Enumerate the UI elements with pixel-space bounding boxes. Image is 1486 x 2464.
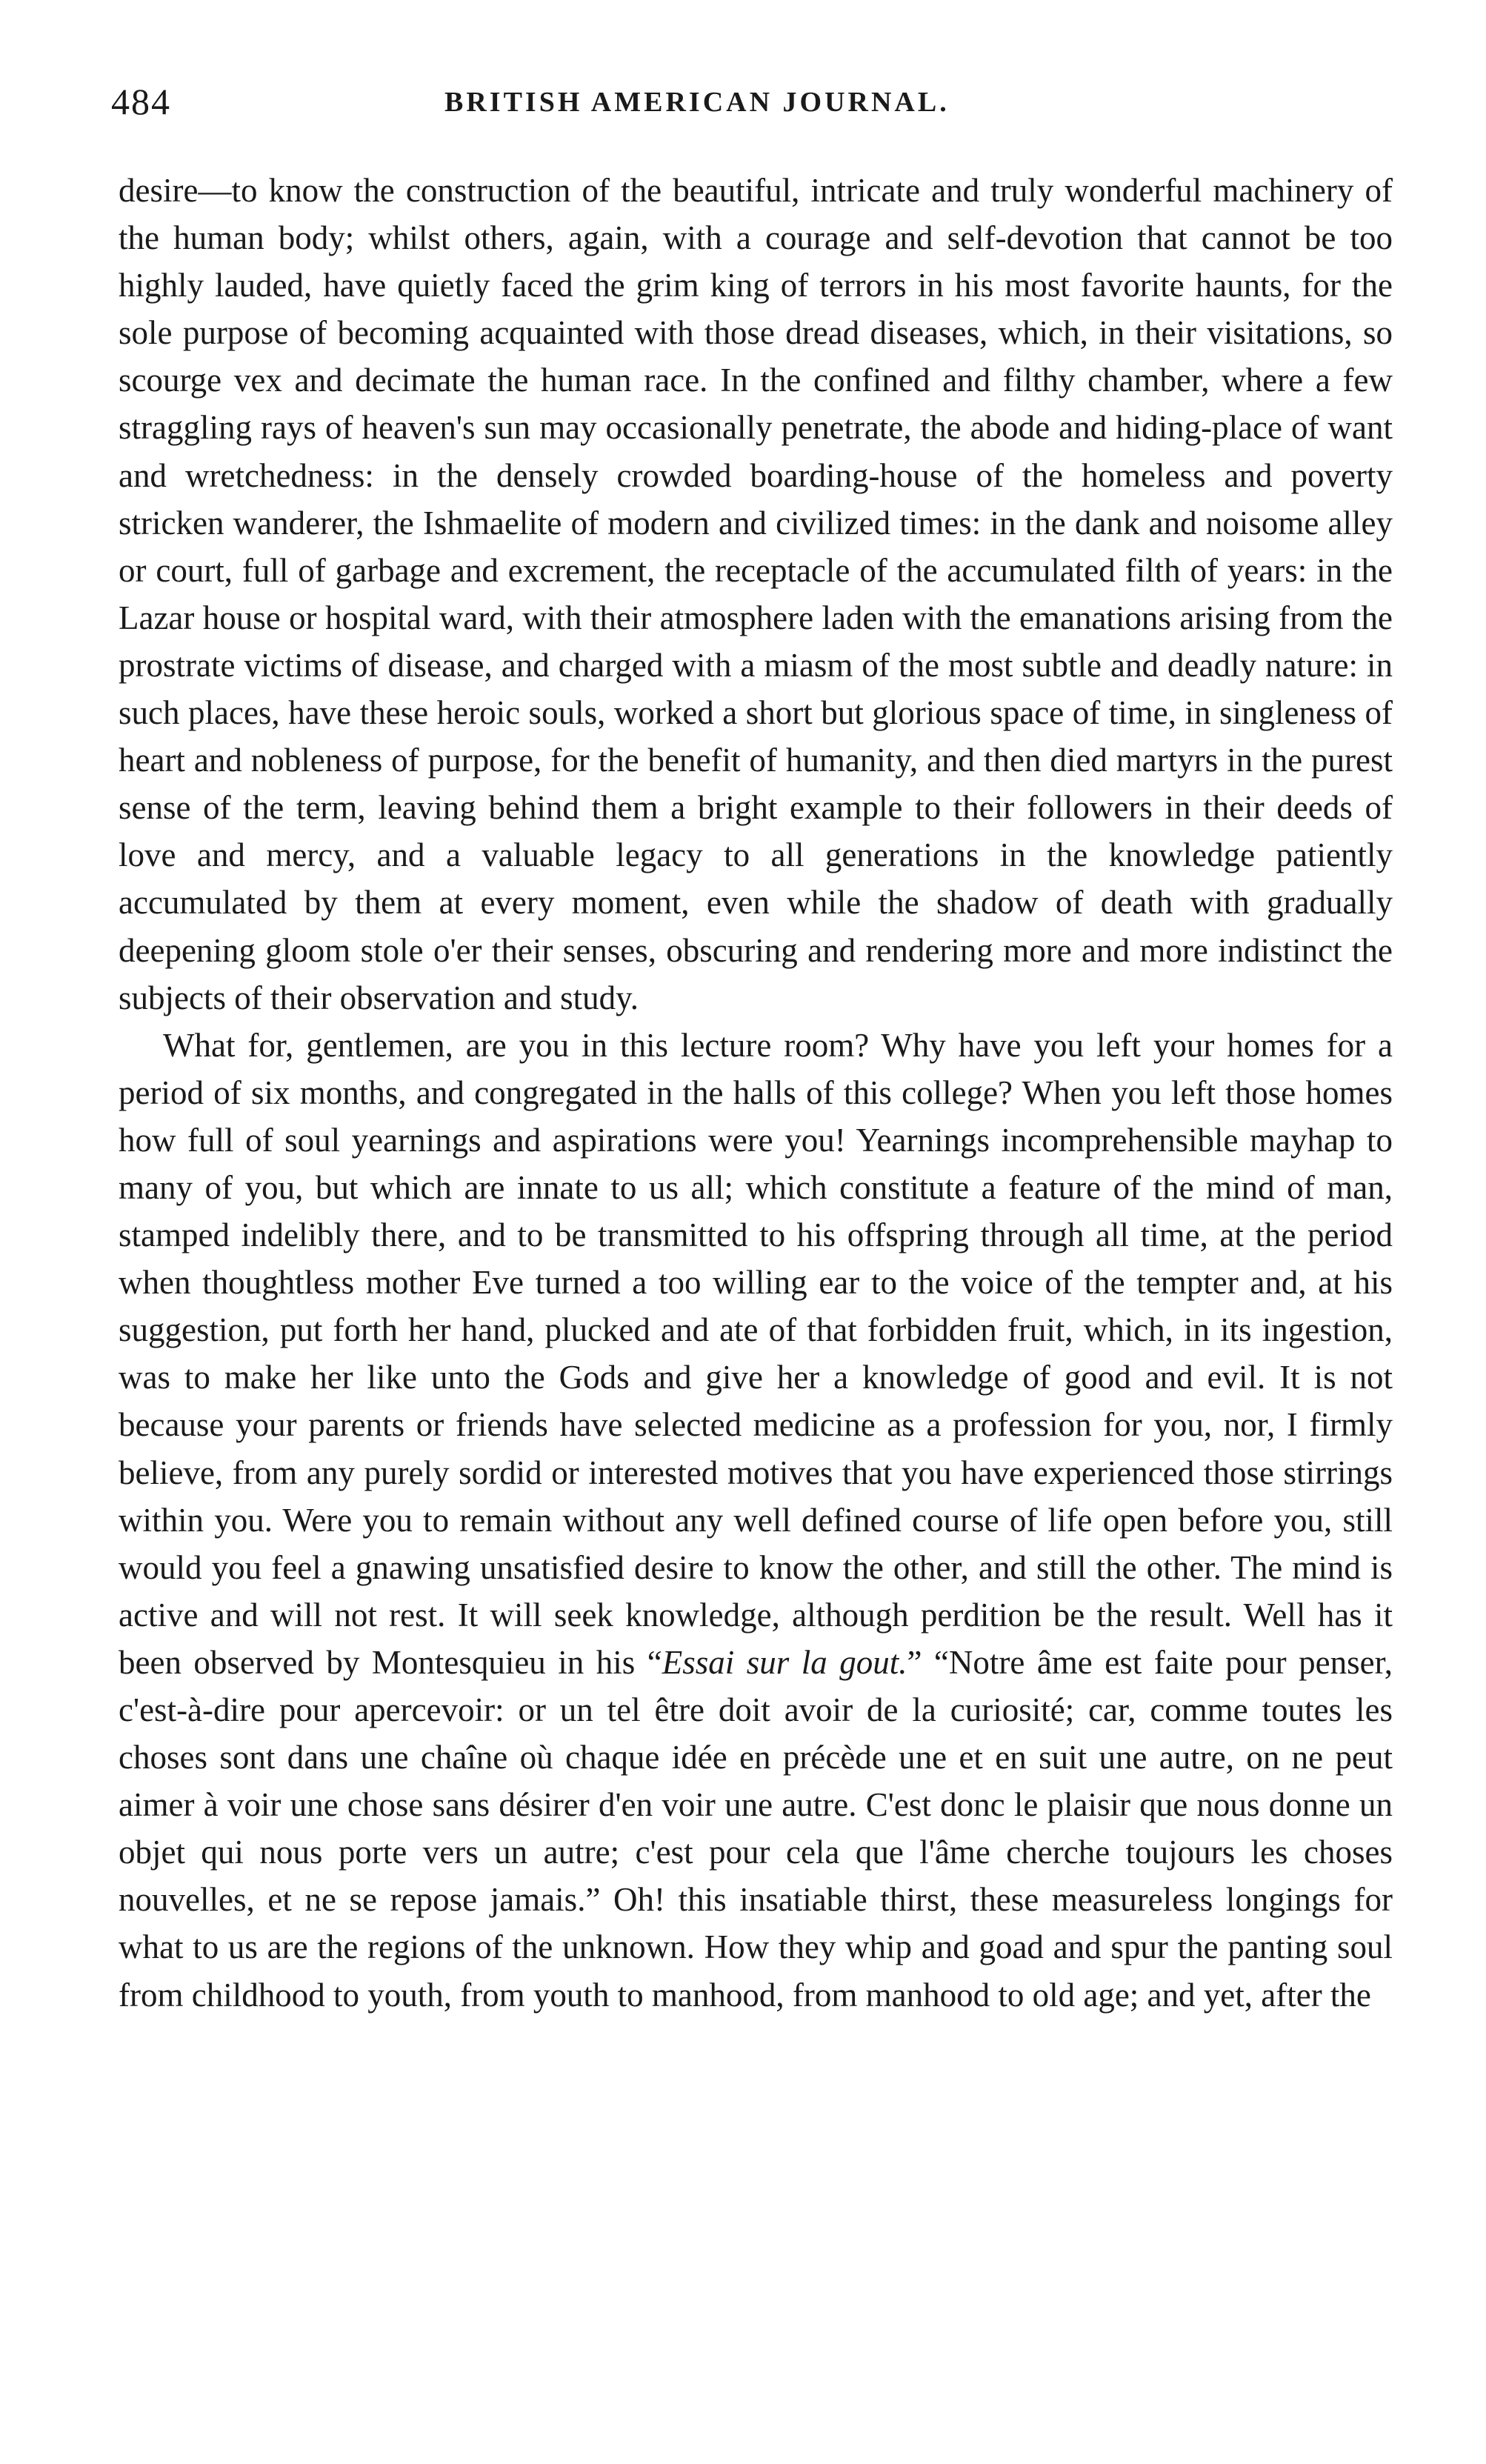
running-title: BRITISH AMERICAN JOURNAL. [444,87,950,118]
page-number: 484 [111,81,171,122]
paragraph [119,1022,1393,2019]
article-body [119,167,1393,2019]
book-title: Essai sur la gout. [662,1643,907,1681]
page-header [111,80,1393,132]
paragraph-text: ” “Notre âme est faite pour penser, c'est-à-dire pour apercevoir: or un tel être doit avoir de la curiosité; car, comme toutes les choses sont dans une chaîne où chaque idée en précède une et en suit une autre, on ne peut aimer à voir une chose sans désirer d'en voir une autre. C'est donc le plaisir que nous donne un objet qui nous porte vers un autre; c'est pour cela que l'âme cherche toujours les choses nouvelles, et ne se repose jamais.” Oh! this insatiable thirst, these measureless longings for what to us are the regions of the unknown. How they whip and goad and spur the panting soul from childhood to youth, from youth to manhood, from manhood to old age; and yet, after the [119,1643,1393,2014]
paragraph-text: What for, gentlemen, are you in this lecture room? Why have you left your homes for a period of six months, and congregated in the halls of this college? When you left those homes how full of soul yearnings and aspirations were you! Yearnings incomprehensible mayhap to many of you, but which are innate to us all; which constitute a feature of the mind of man, stamped indelibly there, and to be transmitted to his offspring through all time, at the period when thoughtless mother Eve turned a too willing ear to the voice of the tempter and, at his suggestion, put forth her hand, plucked and ate of that forbidden fruit, which, in its ingestion, was to make her like unto the Gods and give her a knowledge of good and evil. It is not because your parents or friends have selected medicine as a profession for you, nor, I firmly believe, from any purely sordid or interested motives that you have experienced those stirrings within you. Were you to remain without any well defined course of life open before you, still would you feel a gnawing unsatisfied desire to know the other, and still the other. The mind is active and will not rest. It will seek knowledge, although perdition be the result. Well has it been observed by Montesquieu in his “ [119,1026,1393,1681]
paragraph: desire—to know the construction of the beautiful, intricate and truly wonderful machinery of the human body; whilst others, again, with a courage and self-devotion that cannot be too highly lauded, have quietly faced the grim king of terrors in his most favorite haunts, for the sole purpose of becoming acquainted with those dread diseases, which, in their visitations, so scourge vex and decimate the human race. In the confined and filthy chamber, where a few straggling rays of heaven's sun may occasionally penetrate, the abode and hiding-place of want and wretchedness: in the densely crowded boarding-house of the homeless and poverty stricken wanderer, the Ishmaelite of modern and civilized times: in the dank and noisome alley or court, full of garbage and excrement, the receptacle of the accumulated filth of years: in the Lazar house or hospital ward, with their atmosphere laden with the emanations arising from the prostrate victims of disease, and charged with a miasm of the most subtle and deadly nature: in such places, have these heroic souls, worked a short but glorious space of time, in singleness of heart and nobleness of purpose, for the benefit of humanity, and then died martyrs in the purest sense of the term, leaving behind them a bright example to their followers in their deeds of love and mercy, and a valuable legacy to all generations in the knowledge patiently accumulated by them at every moment, even while the shadow of death with gradually deepening gloom stole o'er their senses, obscuring and rendering more and more indistinct the subjects of their observation and study. [119,172,1393,1016]
